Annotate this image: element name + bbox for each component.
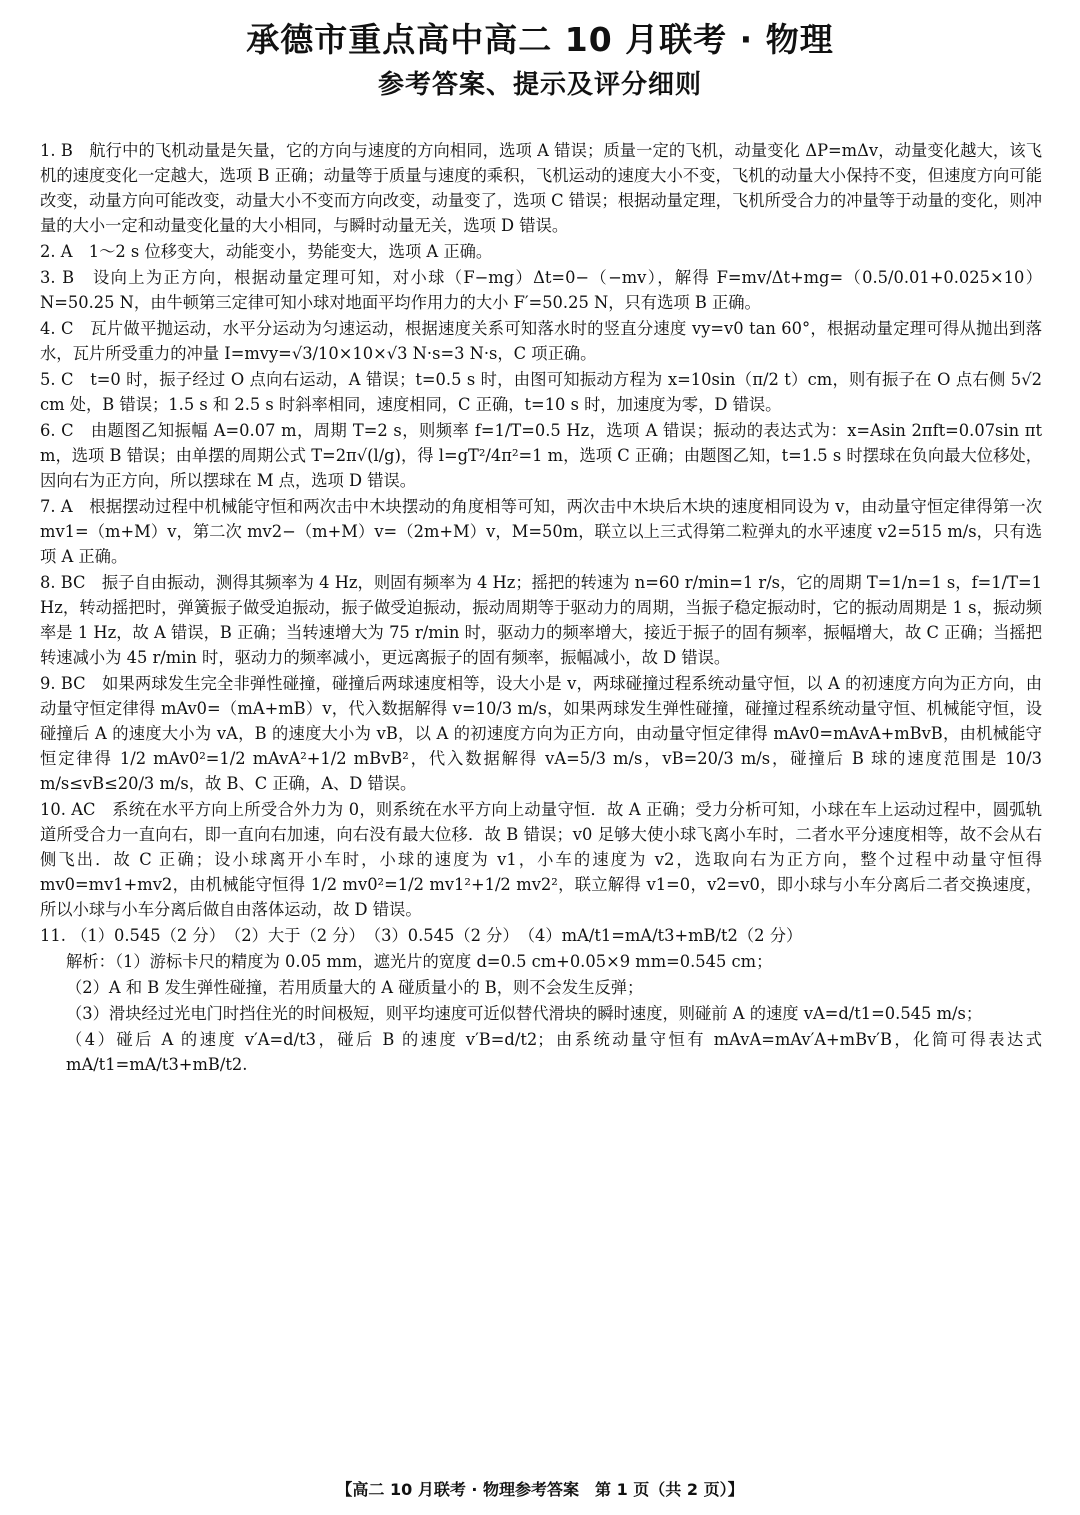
answer-11-analysis-1: 解析：（1）游标卡尺的精度为 0.05 mm，遮光片的宽度 d=0.5 cm+0.05×9 mm=0.545 cm； [66, 952, 773, 971]
answer-body [40, 138, 1042, 1078]
answer-11-analysis-3: （3）滑块经过光电门时挡住光的时间极短，则平均速度可近似替代滑块的瞬时速度，则碰前 A 的速度 vA=d/t1=0.545 m/s； [66, 1004, 983, 1023]
page-subtitle: 参考答案、提示及评分细则 [377, 70, 702, 100]
answer-1: 1. B 航行中的飞机动量是矢量，它的方向与速度的方向相同，选项 A 错误；质量一定的飞机，动量变化 ΔP=mΔv，动量变化越大，该飞机的速度变化一定越大，选项 B 正确；动量等于质量与速度的乘积，飞机运动的速度大小不变，飞机的动量大小保持不变，但速度方向可能改变，动量方向可能改变，动量大小不变而方向改变，动量变了，选项 C 错误；根据动量定理，飞机所受合力的冲量等于动量的变化，则冲量的大小一定和动量变化量的大小相同，与瞬时动量无关，选项 D 错误。 [40, 141, 1042, 235]
answer-9: 9. BC 如果两球发生完全非弹性碰撞，碰撞后两球速度相等，设大小是 v，两球碰撞过程系统动量守恒，以 A 的初速度方向为正方向，由动量守恒定律得 mAv0=（mA+mB）v，代入数据解得 v=10/3 m/s，如果两球发生弹性碰撞，碰撞过程系统动量守恒、机械能守恒，设碰撞后 A 的速度大小为 vA，B 的速度大小为 vB，以 A 的初速度方向为正方向，由动量守恒定律得 mAv0=mAvA+mBvB，由机械能守恒定律得 1/2 mAv0²=1/2 mAvA²+1/2 mBvB²，代入数据解得 vA=5/3 m/s，vB=20/3 m/s，碰撞后 B 球的速度范围是 10/3 m/s≤vB≤20/3 m/s，故 B、C 正确，A、D 错误。 [40, 674, 1042, 793]
answer-7: 7. A 根据摆动过程中机械能守恒和两次击中木块摆动的角度相等可知，两次击中木块后木块的速度相同设为 v，由动量守恒定律得第一次 mv1=（m+M）v，第二次 mv2−（m+M）v=（2m+M）v，M=50m，联立以上三式得第二粒弹丸的水平速度 v2=515 m/s，只有选项 A 正确。 [40, 497, 1042, 566]
answer-8: 8. BC 振子自由振动，测得其频率为 4 Hz，则固有频率为 4 Hz；摇把的转速为 n=60 r/min=1 r/s，它的周期 T=1/n=1 s，f=1/T=1 Hz，转动摇把时，弹簧振子做受迫振动，振子做受迫振动，振动周期等于驱动力的周期，当振子稳定振动时，它的振动周期是 1 s，振动频率是 1 Hz，故 A 错误，B 正确；当转速增大为 75 r/min 时，驱动力的频率增大，接近于振子的固有频率，振幅增大，故 C 正确；当摇把转速减小为 45 r/min 时，驱动力的频率减小，更远离振子的固有频率，振幅减小，故 D 错误。 [40, 573, 1042, 667]
answer-3: 3. B 设向上为正方向，根据动量定理可知，对小球（F−mg）Δt=0−（−mv），解得 F=mv/Δt+mg=（0.5/0.01+0.025×10）N=50.25 N，由牛顿第三定律可知小球对地面平均作用力的大小 F′=50.25 N，只有选项 B 正确。 [40, 268, 1042, 312]
answer-5: 5. C t=0 时，振子经过 O 点向右运动，A 错误；t=0.5 s 时，由图可知振动方程为 x=10sin（π/2 t）cm，则有振子在 O 点右侧 5√2 cm 处，B 错误；1.5 s 和 2.5 s 时斜率相同，速度相同，C 正确，t=10 s 时，加速度为零，D 错误。 [40, 370, 1042, 414]
answer-2: 2. A 1～2 s 位移变大，动能变小，势能变大，选项 A 正确。 [40, 242, 493, 261]
answer-11-analysis-2: （2）A 和 B 发生弹性碰撞，若用质量大的 A 碰质量小的 B，则不会发生反弹； [66, 978, 644, 997]
answer-11-head: 11. （1）0.545（2 分） （2）大于（2 分） （3）0.545（2 分） （4）mA/t1=mA/t3+mB/t2（2 分） [40, 926, 803, 945]
answer-10: 10. AC 系统在水平方向上所受合外力为 0，则系统在水平方向上动量守恒．故 A 正确；受力分析可知，小球在车上运动过程中，圆弧轨道所受合力一直向右，即一直向右加速，向右没有最大位移．故 B 错误；v0 足够大使小球飞离小车时，二者水平分速度相等，故不会从右侧飞出．故 C 正确；设小球离开小车时，小球的速度为 v1，小车的速度为 v2，选取向右为正方向，整个过程中动量守恒得 mv0=mv1+mv2，由机械能守恒得 1/2 mv0²=1/2 mv1²+1/2 mv2²，联立解得 v1=0，v2=v0，即小球与小车分离后二者交换速度，所以小球与小车分离后做自由落体运动，故 D 错误。 [40, 800, 1042, 919]
page-footer: 【高二 10 月联考 · 物理参考答案 第 1 页（共 2 页）】 [336, 1480, 744, 1499]
answer-6: 6. C 由题图乙知振幅 A=0.07 m，周期 T=2 s，则频率 f=1/T=0.5 Hz，选项 A 错误；振动的表达式为：x=Asin 2πft=0.07sin πt m，选项 B 错误；由单摆的周期公式 T=2π√(l/g)，得 l=gT²/4π²=1 m，选项 C 正确；由题图乙知，t=1.5 s 时摆球在负向最大位移处，因向右为正方向，所以摆球在 M 点，选项 D 错误。 [40, 421, 1042, 490]
page-title: 承德市重点高中高二 10 月联考 · 物理 [246, 20, 834, 59]
answer-4: 4. C 瓦片做平抛运动，水平分运动为匀速运动，根据速度关系可知落水时的竖直分速度 vy=v0 tan 60°，根据动量定理可得从抛出到落水，瓦片所受重力的冲量 I=mvy=√3/10×10×√3 N·s=3 N·s，C 项正确。 [40, 319, 1042, 363]
answer-11-analysis-4: （4）碰后 A 的速度 v′A=d/t3，碰后 B 的速度 v′B=d/t2；由系统动量守恒有 mAvA=mAv′A+mBv′B，化简可得表达式 mA/t1=mA/t3+mB/t2. [66, 1030, 1042, 1074]
